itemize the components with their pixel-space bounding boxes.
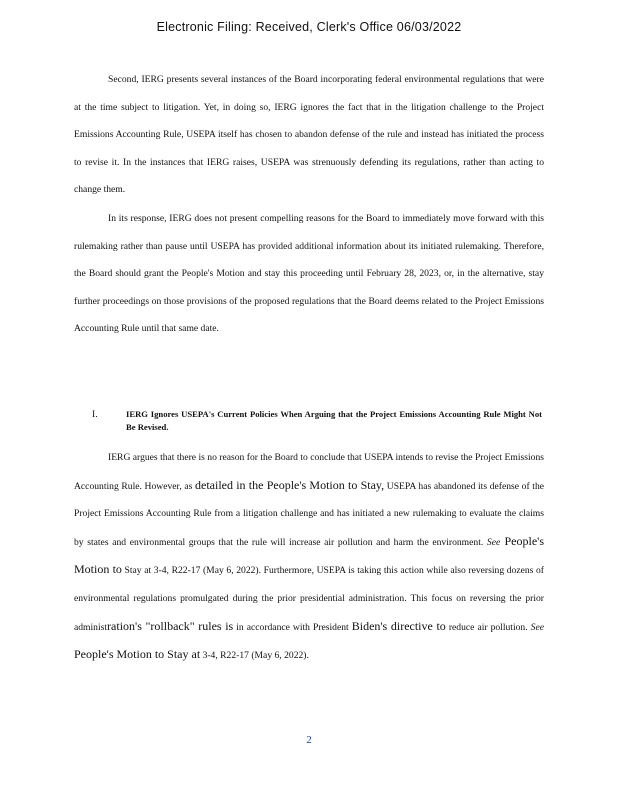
text-run: reduce air pollution. — [445, 621, 531, 633]
text-run: ration's "rollback" rules is — [107, 618, 234, 633]
text-run: in accordance with President — [233, 621, 352, 633]
text-run: IERG argues that there is no reason for the Board to conclude that USEPA intends to revise the Project Emissions Accounting Rule. However, as — [74, 452, 544, 492]
text-run: People's Motion to Stay at — [74, 647, 201, 662]
citation-signal: See — [530, 621, 544, 633]
paragraph-text: Second, IERG presents several instances of the Board incorporating federal environmental regulations that were at the time subject to litigation. Yet, in doing so, IERG ignores the fact that in the litigation challenge to the Project Emissions Accounting Rule, USEPA itself has chosen to abandon defense of the rule and instead has initiated the process to revise it. In the instances that IERG raises, USEPA was strenuously defending its regulations, rather than acting to change them. — [74, 74, 544, 196]
text-run: detailed in the People's Motion to Stay, — [195, 477, 385, 492]
text-run: USEPA has abandoned its defense of the Project Emissions Accounting Rule from a litigation challenge and has initiated a new rulemaking to evaluate the claims by states and environmental groups that the rule will increase air pollution and harm the environment. — [74, 480, 544, 548]
text-run: Biden's directive to — [351, 618, 446, 633]
page-number: 2 — [306, 734, 312, 746]
text-run: Stay at 3-4, R22-17 (May 6, 2022). Furthermore, USEPA is taking this action while also reversing dozens of environmental regulations promulgated during the prior presidential administration. This focus on reversing the prior administ — [74, 565, 545, 633]
section-heading — [92, 408, 542, 434]
paragraph-second-argument — [74, 66, 544, 204]
section-title: IERG Ignores USEPA's Current Policies When Arguing that the Project Emissions Accounting Rule Might Not Be Revised. — [126, 409, 542, 432]
text-run: People's Motion to — [74, 533, 544, 577]
paragraph-text — [74, 444, 544, 670]
paragraph-ierg-argument — [74, 444, 544, 670]
section-number: I. — [92, 409, 98, 420]
citation-signal: See — [486, 536, 501, 548]
paragraph-text: In its response, IERG does not present compelling reasons for the Board to immediately move forward with this rulemaking rather than pause until USEPA has provided additional information about its initiated rulemaking. Therefore, the Board should grant the People's Motion and stay this proceeding until February 28, 2023, or, in the alternative, stay further proceedings on those provisions of the proposed regulations that the Board deems related to the Project Emissions Accounting Rule until that same date. — [74, 213, 544, 335]
paragraph-conclusion — [74, 205, 544, 343]
electronic-filing-stamp: Electronic Filing: Received, Clerk's Office 06/03/2022 — [156, 20, 462, 34]
text-run: 3-4, R22-17 (May 6, 2022). — [200, 650, 309, 662]
